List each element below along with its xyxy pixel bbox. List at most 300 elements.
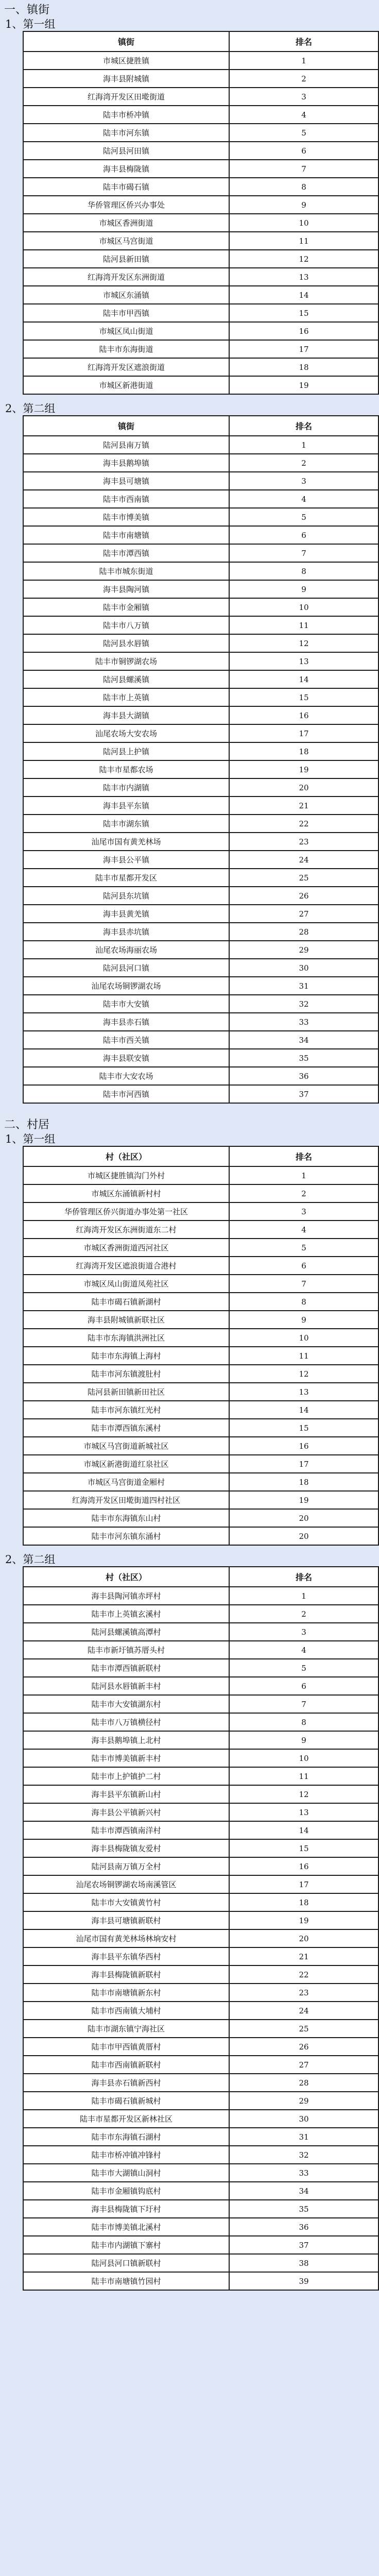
table-row	[23, 2254, 378, 2272]
cell-rank: 1	[229, 436, 378, 454]
table-row	[23, 1785, 378, 1803]
table-row	[23, 358, 378, 376]
cell-rank: 30	[229, 959, 378, 977]
table-row	[23, 1275, 378, 1293]
table-row	[23, 562, 378, 580]
table-row	[23, 724, 378, 742]
cell-rank: 27	[229, 905, 378, 923]
table-row	[23, 778, 378, 796]
cell-rank: 13	[229, 652, 378, 670]
column-header-name: 镇街	[23, 31, 229, 52]
cell-name: 陆丰市星都农场	[23, 760, 229, 778]
cell-name: 汕尾市国有黄羌林场林垧安村	[23, 1929, 229, 1947]
group-title: 2、第二组	[5, 402, 56, 415]
cell-rank: 9	[229, 196, 378, 214]
cell-rank: 23	[229, 833, 378, 851]
cell-name: 市城区新港街道	[23, 376, 229, 394]
cell-name: 市城区香洲街道	[23, 214, 229, 232]
table-row	[23, 1749, 378, 1767]
table-row	[23, 869, 378, 887]
section-title: 二、村居	[4, 1118, 50, 1131]
cell-rank: 23	[229, 1984, 378, 2002]
table-row	[23, 1257, 378, 1275]
cell-name: 海丰县平东镇华西村	[23, 1947, 229, 1965]
table-row	[23, 526, 378, 544]
table-row	[23, 923, 378, 941]
table-row	[23, 2002, 378, 2020]
table-row	[23, 796, 378, 815]
table-row	[23, 340, 378, 358]
cell-rank: 22	[229, 815, 378, 833]
table-row	[23, 268, 378, 286]
cell-name: 陆丰市西南镇新联村	[23, 2056, 229, 2074]
table-row	[23, 1509, 378, 1527]
cell-rank: 38	[229, 2254, 378, 2272]
cell-name: 陆丰市湖东镇宁海社区	[23, 2020, 229, 2038]
table-row	[23, 815, 378, 833]
cell-name: 市城区东涌镇新村村	[23, 1184, 229, 1202]
cell-name: 陆丰市南塘镇竹园村	[23, 2272, 229, 2290]
cell-name: 陆丰市潭西镇东溪村	[23, 1419, 229, 1437]
cell-rank: 12	[229, 1365, 378, 1383]
cell-rank: 8	[229, 1293, 378, 1311]
cell-rank: 2	[229, 1605, 378, 1623]
cell-name: 汕尾农场大安农场	[23, 724, 229, 742]
table-row	[23, 670, 378, 688]
cell-rank: 17	[229, 1455, 378, 1473]
cell-name: 陆丰市博美镇北溪村	[23, 2218, 229, 2236]
cell-rank: 7	[229, 1695, 378, 1713]
cell-name: 陆丰市博美镇新丰村	[23, 1749, 229, 1767]
cell-rank: 11	[229, 232, 378, 250]
table-row	[23, 1527, 378, 1545]
cell-name: 海丰县梅陇镇	[23, 160, 229, 178]
cell-rank: 5	[229, 124, 378, 142]
cell-rank: 6	[229, 526, 378, 544]
table-row	[23, 124, 378, 142]
cell-name: 海丰县公平镇	[23, 851, 229, 869]
cell-rank: 4	[229, 1641, 378, 1659]
column-header-name: 村（社区）	[23, 1146, 229, 1166]
cell-rank: 12	[229, 634, 378, 652]
table-row	[23, 1455, 378, 1473]
cell-name: 陆丰市东海镇东山村	[23, 1509, 229, 1527]
table-row	[23, 1695, 378, 1713]
cell-name: 市城区马宫街道金厢村	[23, 1473, 229, 1491]
cell-name: 华侨管理区侨兴办事处	[23, 196, 229, 214]
cell-name: 陆河县南万镇万全村	[23, 1857, 229, 1875]
cell-rank: 6	[229, 142, 378, 160]
cell-name: 陆丰市东海镇洪洲社区	[23, 1329, 229, 1347]
cell-rank: 16	[229, 1857, 378, 1875]
cell-rank: 4	[229, 1221, 378, 1239]
cell-name: 陆丰市潭西镇	[23, 544, 229, 562]
cell-name: 陆丰市上英镇	[23, 688, 229, 706]
cell-name: 陆丰市碣石镇新湖村	[23, 1293, 229, 1311]
column-header-rank: 排名	[229, 1146, 378, 1166]
cell-rank: 20	[229, 778, 378, 796]
table-row	[23, 1031, 378, 1049]
cell-name: 陆丰市西南镇	[23, 490, 229, 508]
cell-rank: 34	[229, 1031, 378, 1049]
cell-rank: 3	[229, 1623, 378, 1641]
table-row	[23, 959, 378, 977]
cell-name: 陆丰市河西镇	[23, 1085, 229, 1103]
cell-name: 陆丰市甲西镇	[23, 304, 229, 322]
cell-name: 海丰县赤石镇新西村	[23, 2074, 229, 2092]
cell-name: 海丰县附城镇新联社区	[23, 1311, 229, 1329]
cell-rank: 2	[229, 454, 378, 472]
table-row	[23, 688, 378, 706]
cell-name: 陆丰市潭西镇南洋村	[23, 1821, 229, 1839]
table-row	[23, 178, 378, 196]
table-row	[23, 1857, 378, 1875]
table-row	[23, 706, 378, 724]
cell-rank: 29	[229, 941, 378, 959]
table-row	[23, 70, 378, 88]
table-row	[23, 1329, 378, 1347]
cell-name: 陆丰市东海街道	[23, 340, 229, 358]
cell-rank: 31	[229, 2128, 378, 2146]
cell-rank: 32	[229, 995, 378, 1013]
cell-name: 陆丰市南塘镇	[23, 526, 229, 544]
table-row	[23, 2128, 378, 2146]
table-header-row	[23, 31, 378, 52]
cell-name: 海丰县平东镇	[23, 796, 229, 815]
cell-rank: 27	[229, 2056, 378, 2074]
table-row	[23, 1067, 378, 1085]
table-header-row	[23, 416, 378, 436]
table-row	[23, 1875, 378, 1893]
cell-rank: 15	[229, 304, 378, 322]
column-header-rank: 排名	[229, 1567, 378, 1587]
table-row	[23, 2056, 378, 2074]
table-row	[23, 1641, 378, 1659]
cell-rank: 31	[229, 977, 378, 995]
cell-name: 陆丰市河东镇渡肚村	[23, 1365, 229, 1383]
cell-name: 陆河县水唇镇	[23, 634, 229, 652]
table-row	[23, 142, 378, 160]
cell-rank: 26	[229, 2038, 378, 2056]
table-row	[23, 1911, 378, 1929]
table-row	[23, 1605, 378, 1623]
cell-name: 红海湾开发区遮浪街道合港村	[23, 1257, 229, 1275]
table-row	[23, 760, 378, 778]
cell-rank: 18	[229, 1473, 378, 1491]
cell-rank: 36	[229, 2218, 378, 2236]
cell-name: 市城区香洲街道西河社区	[23, 1239, 229, 1257]
table-row	[23, 1049, 378, 1067]
table-row	[23, 1383, 378, 1401]
cell-rank: 14	[229, 1821, 378, 1839]
cell-name: 陆丰市西南镇大埔村	[23, 2002, 229, 2020]
table-row	[23, 472, 378, 490]
cell-rank: 13	[229, 268, 378, 286]
cell-name: 陆河县河口镇新联村	[23, 2254, 229, 2272]
cell-rank: 3	[229, 1202, 378, 1221]
cell-name: 陆丰市碣石镇新城村	[23, 2092, 229, 2110]
group-title: 1、第一组	[5, 1133, 56, 1145]
table-row	[23, 652, 378, 670]
table-row	[23, 887, 378, 905]
cell-rank: 34	[229, 2182, 378, 2200]
cell-name: 陆河县南万镇	[23, 436, 229, 454]
column-header-name: 镇街	[23, 416, 229, 436]
cell-rank: 18	[229, 742, 378, 760]
table-row	[23, 1947, 378, 1965]
cell-rank: 6	[229, 1677, 378, 1695]
cell-rank: 21	[229, 796, 378, 815]
cell-rank: 21	[229, 1947, 378, 1965]
table-row	[23, 905, 378, 923]
table-row	[23, 544, 378, 562]
cell-rank: 26	[229, 887, 378, 905]
cell-rank: 19	[229, 760, 378, 778]
cell-name: 陆丰市甲西镇黄厝村	[23, 2038, 229, 2056]
cell-rank: 19	[229, 1491, 378, 1509]
cell-name: 红海湾开发区东洲街道	[23, 268, 229, 286]
cell-name: 陆丰市城东街道	[23, 562, 229, 580]
table-row	[23, 376, 378, 394]
table-row	[23, 2182, 378, 2200]
cell-name: 红海湾开发区东洲街道东二村	[23, 1221, 229, 1239]
table-row	[23, 2236, 378, 2254]
cell-name: 陆丰市湖东镇	[23, 815, 229, 833]
cell-name: 海丰县陶河镇	[23, 580, 229, 598]
cell-name: 陆河县河口镇	[23, 959, 229, 977]
cell-name: 海丰县联安镇	[23, 1049, 229, 1067]
cell-name: 海丰县梅陇镇新联村	[23, 1965, 229, 1984]
table-row	[23, 1713, 378, 1731]
cell-name: 汕尾农场铜锣湖农场	[23, 977, 229, 995]
cell-name: 海丰县鹅埠镇上北村	[23, 1731, 229, 1749]
table-row	[23, 1437, 378, 1455]
table-row	[23, 454, 378, 472]
table-row	[23, 1347, 378, 1365]
table-row	[23, 1984, 378, 2002]
cell-rank: 10	[229, 214, 378, 232]
cell-rank: 30	[229, 2110, 378, 2128]
table-row	[23, 1491, 378, 1509]
table-row	[23, 1085, 378, 1103]
spacer	[4, 1104, 374, 1111]
cell-name: 陆丰市星都开发区	[23, 869, 229, 887]
table-row	[23, 106, 378, 124]
cell-name: 海丰县陶河镇赤坪村	[23, 1587, 229, 1605]
cell-rank: 5	[229, 1239, 378, 1257]
ranking-table	[23, 31, 379, 395]
table-row	[23, 2092, 378, 2110]
cell-rank: 37	[229, 2236, 378, 2254]
cell-rank: 32	[229, 2146, 378, 2164]
cell-name: 海丰县可塘镇	[23, 472, 229, 490]
cell-name: 红海湾开发区遮浪街道	[23, 358, 229, 376]
cell-rank: 7	[229, 160, 378, 178]
ranking-table	[23, 1566, 379, 2291]
cell-name: 陆丰市八万镇横径村	[23, 1713, 229, 1731]
cell-name: 陆丰市上英镇玄溪村	[23, 1605, 229, 1623]
cell-rank: 17	[229, 724, 378, 742]
cell-rank: 6	[229, 1257, 378, 1275]
cell-rank: 25	[229, 869, 378, 887]
cell-rank: 15	[229, 1419, 378, 1437]
table-row	[23, 2272, 378, 2290]
column-header-name: 村（社区）	[23, 1567, 229, 1587]
table-header-row	[23, 1567, 378, 1587]
cell-rank: 15	[229, 688, 378, 706]
cell-name: 陆河县螺溪镇	[23, 670, 229, 688]
table-row	[23, 1821, 378, 1839]
cell-rank: 17	[229, 1875, 378, 1893]
table-row	[23, 742, 378, 760]
table-row	[23, 580, 378, 598]
table-row	[23, 2200, 378, 2218]
cell-rank: 9	[229, 1311, 378, 1329]
table-row	[23, 1839, 378, 1857]
cell-name: 海丰县公平镇新兴村	[23, 1803, 229, 1821]
cell-name: 海丰县附城镇	[23, 70, 229, 88]
table-row	[23, 490, 378, 508]
cell-rank: 13	[229, 1803, 378, 1821]
table-row	[23, 2218, 378, 2236]
table-row	[23, 1401, 378, 1419]
cell-rank: 28	[229, 923, 378, 941]
cell-rank: 39	[229, 2272, 378, 2290]
table-row	[23, 1365, 378, 1383]
cell-name: 陆丰市西关镇	[23, 1031, 229, 1049]
cell-name: 陆丰市大安镇黄竹村	[23, 1893, 229, 1911]
cell-rank: 7	[229, 544, 378, 562]
cell-name: 海丰县赤坑镇	[23, 923, 229, 941]
cell-rank: 2	[229, 70, 378, 88]
cell-rank: 18	[229, 1893, 378, 1911]
cell-name: 陆丰市南塘镇新东村	[23, 1984, 229, 2002]
table-row	[23, 2074, 378, 2092]
cell-rank: 1	[229, 1587, 378, 1605]
cell-rank: 37	[229, 1085, 378, 1103]
cell-rank: 20	[229, 1527, 378, 1545]
table-row	[23, 214, 378, 232]
cell-rank: 4	[229, 106, 378, 124]
table-row	[23, 1013, 378, 1031]
cell-name: 陆丰市新圩镇苏厝头村	[23, 1641, 229, 1659]
cell-name: 海丰县赤石镇	[23, 1013, 229, 1031]
cell-name: 陆丰市河东镇红光村	[23, 1401, 229, 1419]
cell-rank: 18	[229, 358, 378, 376]
cell-rank: 16	[229, 706, 378, 724]
table-row	[23, 286, 378, 304]
cell-rank: 19	[229, 1911, 378, 1929]
cell-rank: 13	[229, 1383, 378, 1401]
table-row	[23, 232, 378, 250]
table-row	[23, 1473, 378, 1491]
cell-rank: 17	[229, 340, 378, 358]
cell-name: 市城区捷胜镇沟门外村	[23, 1166, 229, 1184]
table-row	[23, 1202, 378, 1221]
cell-rank: 35	[229, 1049, 378, 1067]
cell-rank: 25	[229, 2020, 378, 2038]
cell-rank: 5	[229, 508, 378, 526]
table-row	[23, 250, 378, 268]
cell-rank: 8	[229, 562, 378, 580]
cell-rank: 16	[229, 322, 378, 340]
cell-rank: 1	[229, 1166, 378, 1184]
cell-name: 市城区马宫街道新城社区	[23, 1437, 229, 1455]
cell-name: 陆丰市大湖镇山洞村	[23, 2164, 229, 2182]
table-row	[23, 1166, 378, 1184]
cell-name: 华侨管理区侨兴街道办事处第一社区	[23, 1202, 229, 1221]
cell-name: 陆河县上护镇	[23, 742, 229, 760]
cell-rank: 2	[229, 1184, 378, 1202]
cell-name: 红海湾开发区田墘街道四村社区	[23, 1491, 229, 1509]
cell-name: 陆河县河田镇	[23, 142, 229, 160]
cell-name: 陆河县新田镇	[23, 250, 229, 268]
cell-rank: 33	[229, 2164, 378, 2182]
cell-name: 汕尾市国有黄羌林场	[23, 833, 229, 851]
cell-rank: 9	[229, 580, 378, 598]
cell-name: 陆丰市铜锣湖农场	[23, 652, 229, 670]
cell-name: 市城区新港街道红泉社区	[23, 1455, 229, 1473]
table-row	[23, 1929, 378, 1947]
table-row	[23, 88, 378, 106]
cell-name: 陆丰市大安镇	[23, 995, 229, 1013]
cell-name: 海丰县黄羌镇	[23, 905, 229, 923]
cell-rank: 16	[229, 1437, 378, 1455]
cell-rank: 9	[229, 1731, 378, 1749]
cell-rank: 5	[229, 1659, 378, 1677]
cell-name: 陆丰市八万镇	[23, 616, 229, 634]
cell-rank: 22	[229, 1965, 378, 1984]
table-row	[23, 2110, 378, 2128]
table-row	[23, 52, 378, 70]
table-row	[23, 436, 378, 454]
cell-rank: 8	[229, 178, 378, 196]
table-row	[23, 598, 378, 616]
table-row	[23, 833, 378, 851]
cell-rank: 15	[229, 1839, 378, 1857]
table-row	[23, 1677, 378, 1695]
ranking-table	[23, 1146, 379, 1546]
cell-rank: 10	[229, 1749, 378, 1767]
cell-name: 市城区东涌镇	[23, 286, 229, 304]
cell-name: 海丰县梅陇镇下圩村	[23, 2200, 229, 2218]
cell-name: 汕尾农场海丽农场	[23, 941, 229, 959]
cell-name: 陆丰市金厢镇	[23, 598, 229, 616]
cell-name: 陆丰市博美镇	[23, 508, 229, 526]
table-row	[23, 1221, 378, 1239]
table-row	[23, 322, 378, 340]
cell-name: 陆丰市内湖镇下寨村	[23, 2236, 229, 2254]
table-row	[23, 634, 378, 652]
cell-name: 陆河县水唇镇新丰村	[23, 1677, 229, 1695]
table-row	[23, 2020, 378, 2038]
cell-name: 陆丰市东海镇石湖村	[23, 2128, 229, 2146]
cell-name: 陆丰市河东镇东涌村	[23, 1527, 229, 1545]
cell-rank: 11	[229, 1347, 378, 1365]
cell-rank: 4	[229, 490, 378, 508]
group-title: 1、第一组	[5, 18, 56, 30]
cell-name: 海丰县大湖镇	[23, 706, 229, 724]
cell-name: 汕尾农场铜锣湖农场南溪管区	[23, 1875, 229, 1893]
cell-name: 陆丰市星都开发区新林社区	[23, 2110, 229, 2128]
cell-name: 陆丰市大安农场	[23, 1067, 229, 1085]
table-row	[23, 2146, 378, 2164]
cell-rank: 20	[229, 1929, 378, 1947]
table-row	[23, 941, 378, 959]
cell-name: 市城区马宫街道	[23, 232, 229, 250]
cell-name: 陆河县新田镇新田社区	[23, 1383, 229, 1401]
table-row	[23, 196, 378, 214]
